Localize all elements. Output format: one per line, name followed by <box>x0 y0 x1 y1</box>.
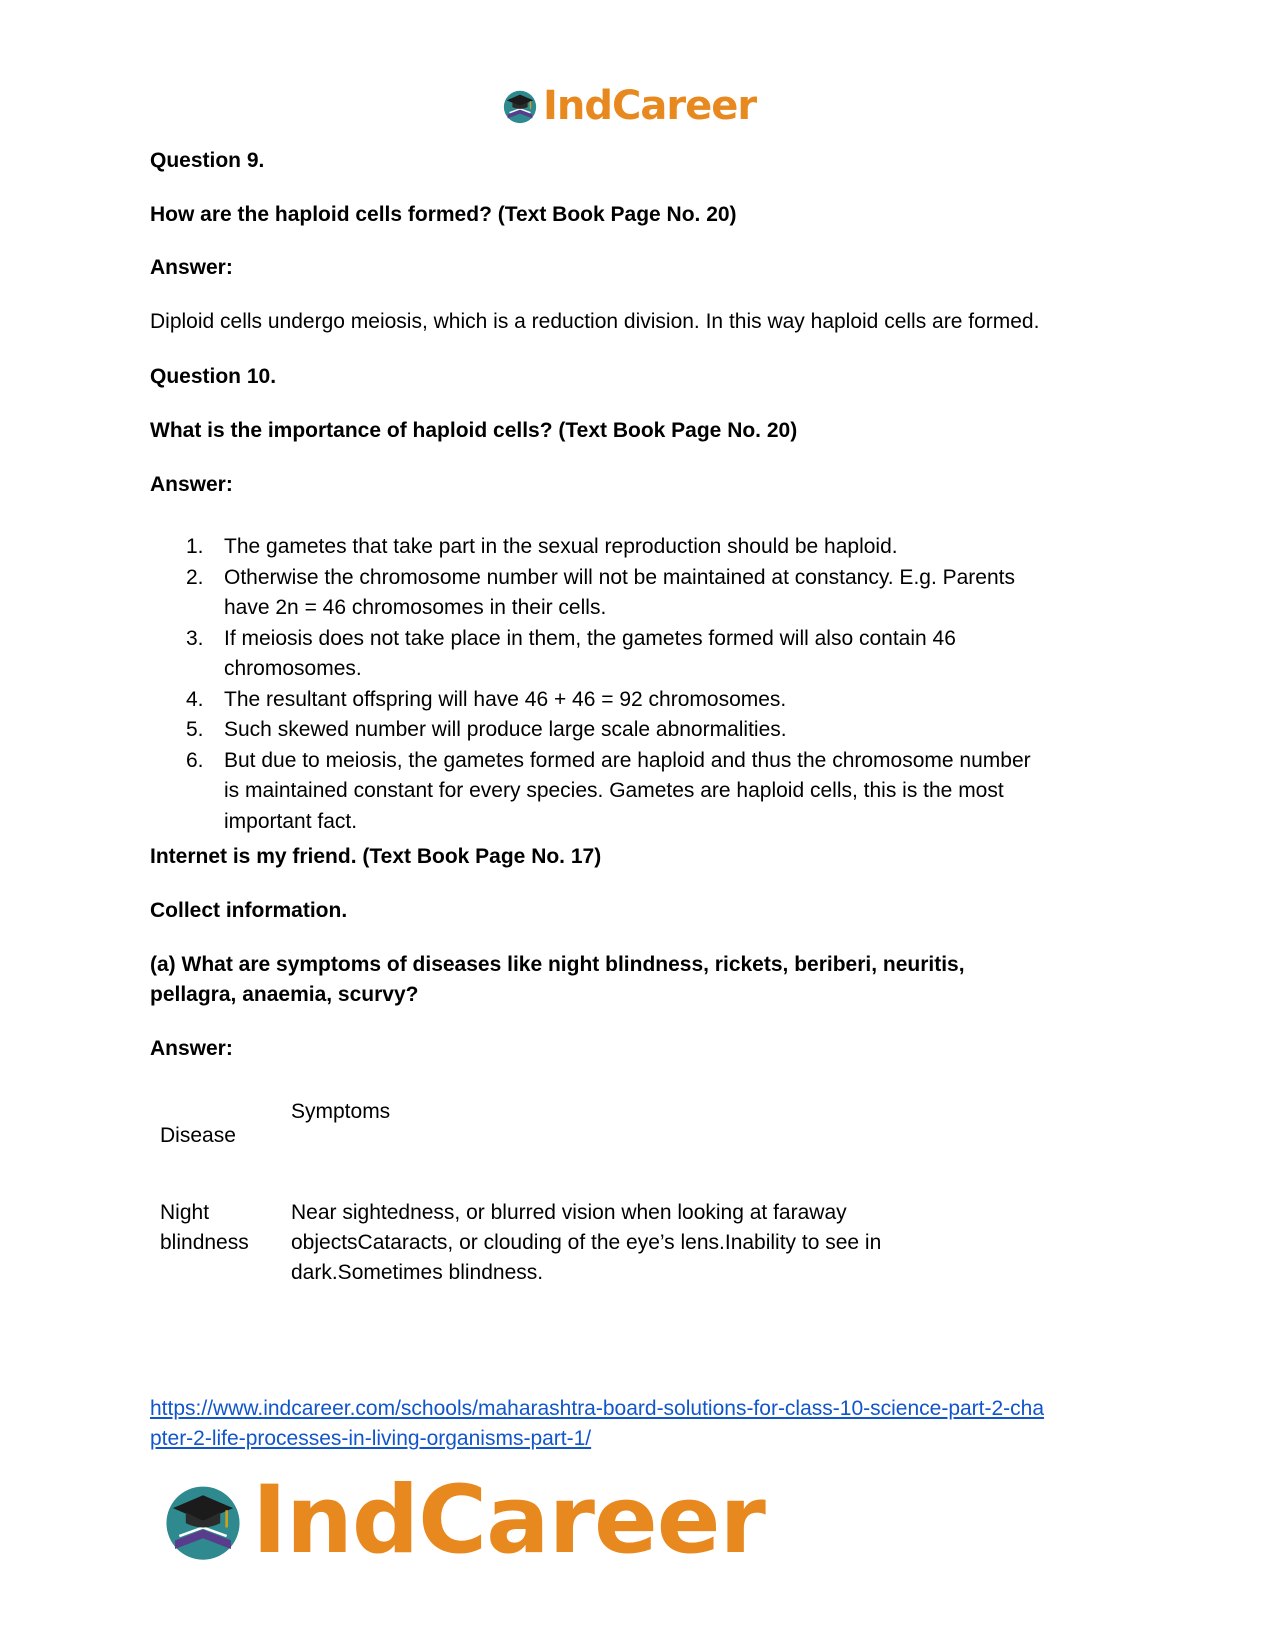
question-a-answer-label: Answer: <box>150 1037 233 1060</box>
question-10-label: Question 10. <box>150 365 277 388</box>
list-item <box>150 746 1110 838</box>
list-item-text: If meiosis does not take place in them, the gametes formed will also contain 46 <box>224 626 956 650</box>
source-link[interactable] <box>150 1394 1130 1454</box>
table-cell-symptoms <box>291 1198 881 1288</box>
graduation-book-icon <box>501 87 539 125</box>
list-item <box>150 532 1110 563</box>
list-item-text: is maintained constant for every species. Gametes are haploid cells, this is the most <box>224 779 1004 802</box>
graduation-book-icon <box>160 1478 246 1564</box>
list-item <box>150 624 1110 685</box>
list-number: 6. <box>186 748 204 772</box>
list-item-text: But due to meiosis, the gametes formed are haploid and thus the chromosome number <box>224 748 1031 772</box>
question-9-answer: Diploid cells undergo meiosis, which is a reduction division. In this way haploid cells are formed. <box>150 310 1040 333</box>
list-item-text: chromosomes. <box>224 657 362 680</box>
list-item-text: Otherwise the chromosome number will not be maintained at constancy. E.g. Parents <box>224 565 1015 589</box>
source-link-line[interactable]: https://www.indcareer.com/schools/maharashtra-board-solutions-for-class-10-science-part-2-cha <box>150 1397 1045 1420</box>
question-a-line2: pellagra, anaemia, scurvy? <box>150 983 419 1006</box>
list-number: 1. <box>186 535 204 558</box>
list-item-text: important fact. <box>224 809 358 833</box>
list-item-text: The gametes that take part in the sexual reproduction should be haploid. <box>224 535 898 558</box>
indcareer-logo-bottom <box>160 1468 765 1574</box>
brand-wordmark: IndCareer <box>252 1466 765 1575</box>
question-10-answer-label: Answer: <box>150 473 233 496</box>
brand-wordmark: IndCareer <box>543 83 757 129</box>
question-10-text: What is the importance of haploid cells? (Text Book Page No. 20) <box>150 419 798 442</box>
table-header-disease: Disease <box>160 1124 236 1147</box>
list-number: 3. <box>186 626 204 650</box>
list-item <box>150 685 1110 716</box>
list-item-text: have 2n = 46 chromosomes in their cells. <box>224 596 607 619</box>
table-cell-line: blindness <box>160 1231 249 1254</box>
question-9-answer-label: Answer: <box>150 256 233 279</box>
list-number: 2. <box>186 565 204 589</box>
question-9-text: How are the haploid cells formed? (Text Book Page No. 20) <box>150 203 737 226</box>
list-item <box>150 563 1110 624</box>
collect-heading: Collect information. <box>150 899 348 922</box>
list-item <box>150 715 1110 746</box>
list-number: 4. <box>186 687 204 711</box>
source-link-line[interactable]: pter-2-life-processes-in-living-organisms-part-1/ <box>150 1427 592 1450</box>
list-number: 5. <box>186 718 204 741</box>
table-cell-disease <box>160 1198 249 1258</box>
table-cell-line: objectsCataracts, or clouding of the eye’s lens.Inability to see in <box>291 1231 882 1254</box>
table-cell-line: Night <box>160 1201 210 1224</box>
list-item-text: Such skewed number will produce large scale abnormalities. <box>224 718 787 741</box>
internet-heading: Internet is my friend. (Text Book Page No. 17) <box>150 845 602 868</box>
list-item-text: The resultant offspring will have 46 + 46 = 92 chromosomes. <box>224 687 787 711</box>
question-9-label: Question 9. <box>150 149 265 172</box>
indcareer-logo-top <box>501 78 756 134</box>
table-header-symptoms: Symptoms <box>291 1100 391 1123</box>
question-a-line1: (a) What are symptoms of diseases like night blindness, rickets, beriberi, neuritis, <box>150 953 965 976</box>
answer-list <box>150 532 1110 837</box>
table-cell-line: dark.Sometimes blindness. <box>291 1261 544 1284</box>
table-cell-line: Near sightedness, or blurred vision when looking at faraway <box>291 1201 847 1224</box>
